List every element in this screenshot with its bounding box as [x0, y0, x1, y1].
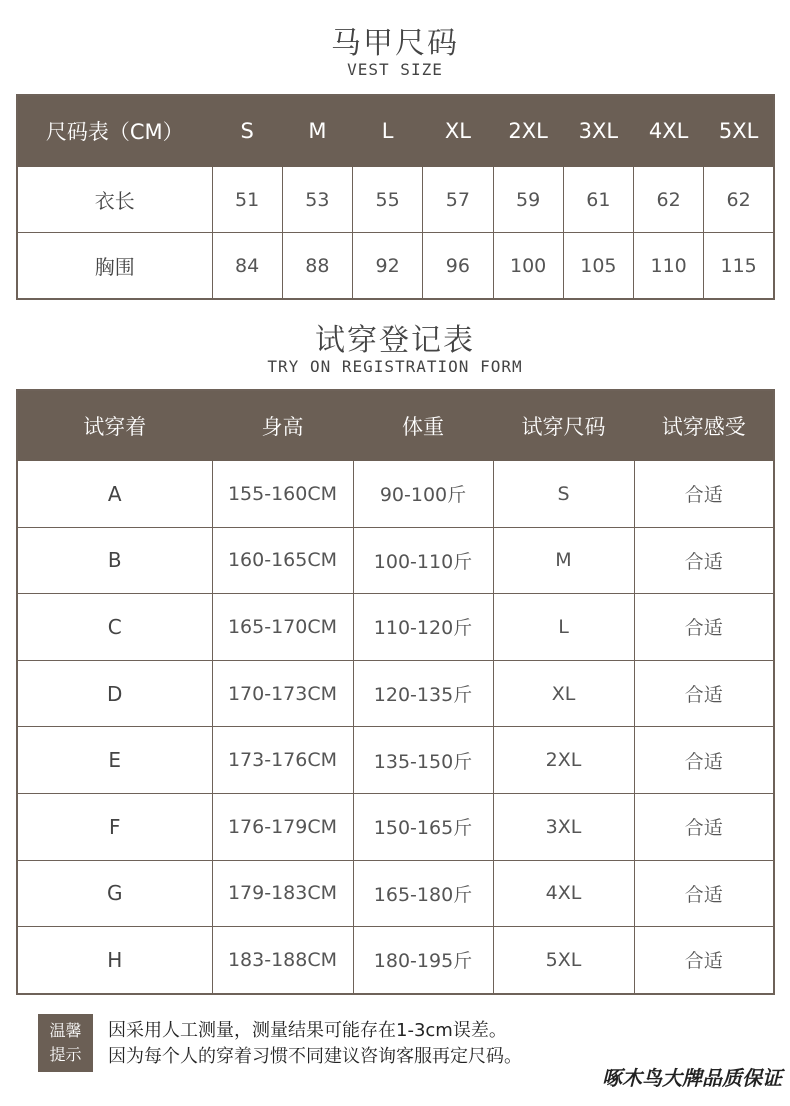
- registration-header-cell: 试穿着: [17, 390, 212, 461]
- table-row: [17, 727, 774, 794]
- tips-badge-line: 提示: [49, 1045, 82, 1064]
- registration-title: 试穿登记表: [315, 323, 475, 358]
- table-cell: 110-120斤: [353, 594, 493, 661]
- size-header-cell: 3XL: [563, 95, 633, 167]
- table-cell: 合适: [634, 860, 774, 927]
- registration-header-row: [17, 390, 774, 461]
- table-cell: L: [493, 594, 634, 661]
- table-cell: 180-195斤: [353, 927, 493, 994]
- table-cell: 53: [282, 167, 352, 233]
- size-header-cell: 2XL: [493, 95, 563, 167]
- table-cell: 100-110斤: [353, 527, 493, 594]
- table-row: [17, 167, 774, 233]
- table-row: [17, 660, 774, 727]
- table-cell: F: [17, 793, 212, 860]
- size-table: [16, 94, 775, 300]
- table-row: [17, 233, 774, 300]
- table-cell: 150-165斤: [353, 793, 493, 860]
- table-cell: 合适: [634, 527, 774, 594]
- table-cell: 合适: [634, 660, 774, 727]
- table-cell: 合适: [634, 927, 774, 994]
- size-header-cell: 5XL: [704, 95, 774, 167]
- table-cell: 96: [423, 233, 493, 300]
- tip-text: 因采用人工测量，测量结果可能存在1-3cm误差。: [108, 1020, 507, 1041]
- size-subtitle: VEST SIZE: [347, 60, 443, 79]
- table-cell: XL: [493, 660, 634, 727]
- table-cell: 165-180斤: [353, 860, 493, 927]
- tips-badge: [38, 1014, 93, 1072]
- size-header-cell: 尺码表（CM）: [17, 95, 212, 167]
- table-cell: 5XL: [493, 927, 634, 994]
- registration-header-cell: 身高: [212, 390, 353, 461]
- table-cell: 176-179CM: [212, 793, 353, 860]
- table-cell: E: [17, 727, 212, 794]
- table-row: [17, 927, 774, 994]
- table-cell: 57: [423, 167, 493, 233]
- table-cell: 173-176CM: [212, 727, 353, 794]
- size-header-row: [17, 95, 774, 167]
- registration-subtitle: TRY ON REGISTRATION FORM: [267, 357, 523, 376]
- registration-header-cell: 试穿尺码: [493, 390, 634, 461]
- registration-header-cell: 体重: [353, 390, 493, 461]
- size-header-cell: 4XL: [634, 95, 704, 167]
- table-cell: 59: [493, 167, 563, 233]
- tip-text: 因为每个人的穿着习惯不同建议咨询客服再定尺码。: [108, 1046, 522, 1067]
- table-cell: 62: [704, 167, 774, 233]
- size-header-cell: XL: [423, 95, 493, 167]
- size-header-cell: L: [353, 95, 423, 167]
- table-cell: 90-100斤: [353, 461, 493, 528]
- table-cell: 55: [353, 167, 423, 233]
- table-row: [17, 860, 774, 927]
- table-cell: 105: [563, 233, 633, 300]
- table-cell: A: [17, 461, 212, 528]
- table-cell: 100: [493, 233, 563, 300]
- table-cell: 合适: [634, 727, 774, 794]
- table-cell: 155-160CM: [212, 461, 353, 528]
- row-label: 衣长: [17, 167, 212, 233]
- table-row: [17, 461, 774, 528]
- size-header-cell: M: [282, 95, 352, 167]
- table-cell: 160-165CM: [212, 527, 353, 594]
- brand-slogan: 啄木鸟大牌品质保证: [602, 1066, 782, 1090]
- size-header-cell: S: [212, 95, 282, 167]
- table-cell: 合适: [634, 461, 774, 528]
- table-row: [17, 527, 774, 594]
- table-cell: 61: [563, 167, 633, 233]
- table-cell: 110: [634, 233, 704, 300]
- row-label: 胸围: [17, 233, 212, 300]
- table-cell: S: [493, 461, 634, 528]
- table-cell: 179-183CM: [212, 860, 353, 927]
- table-cell: 51: [212, 167, 282, 233]
- table-cell: 88: [282, 233, 352, 300]
- table-cell: 120-135斤: [353, 660, 493, 727]
- table-cell: 165-170CM: [212, 594, 353, 661]
- table-cell: 135-150斤: [353, 727, 493, 794]
- table-cell: G: [17, 860, 212, 927]
- size-title: 马甲尺码: [331, 26, 459, 61]
- table-cell: 84: [212, 233, 282, 300]
- table-cell: D: [17, 660, 212, 727]
- table-cell: 4XL: [493, 860, 634, 927]
- table-cell: 合适: [634, 594, 774, 661]
- table-cell: M: [493, 527, 634, 594]
- table-cell: C: [17, 594, 212, 661]
- registration-table: [16, 389, 775, 995]
- table-cell: 183-188CM: [212, 927, 353, 994]
- table-cell: 3XL: [493, 793, 634, 860]
- tips-badge-line: 温馨: [49, 1021, 82, 1040]
- table-cell: 92: [353, 233, 423, 300]
- table-cell: 合适: [634, 793, 774, 860]
- table-cell: H: [17, 927, 212, 994]
- registration-header-cell: 试穿感受: [634, 390, 774, 461]
- table-cell: 170-173CM: [212, 660, 353, 727]
- table-cell: B: [17, 527, 212, 594]
- table-row: [17, 793, 774, 860]
- table-cell: 115: [704, 233, 774, 300]
- table-cell: 62: [634, 167, 704, 233]
- table-cell: 2XL: [493, 727, 634, 794]
- table-row: [17, 594, 774, 661]
